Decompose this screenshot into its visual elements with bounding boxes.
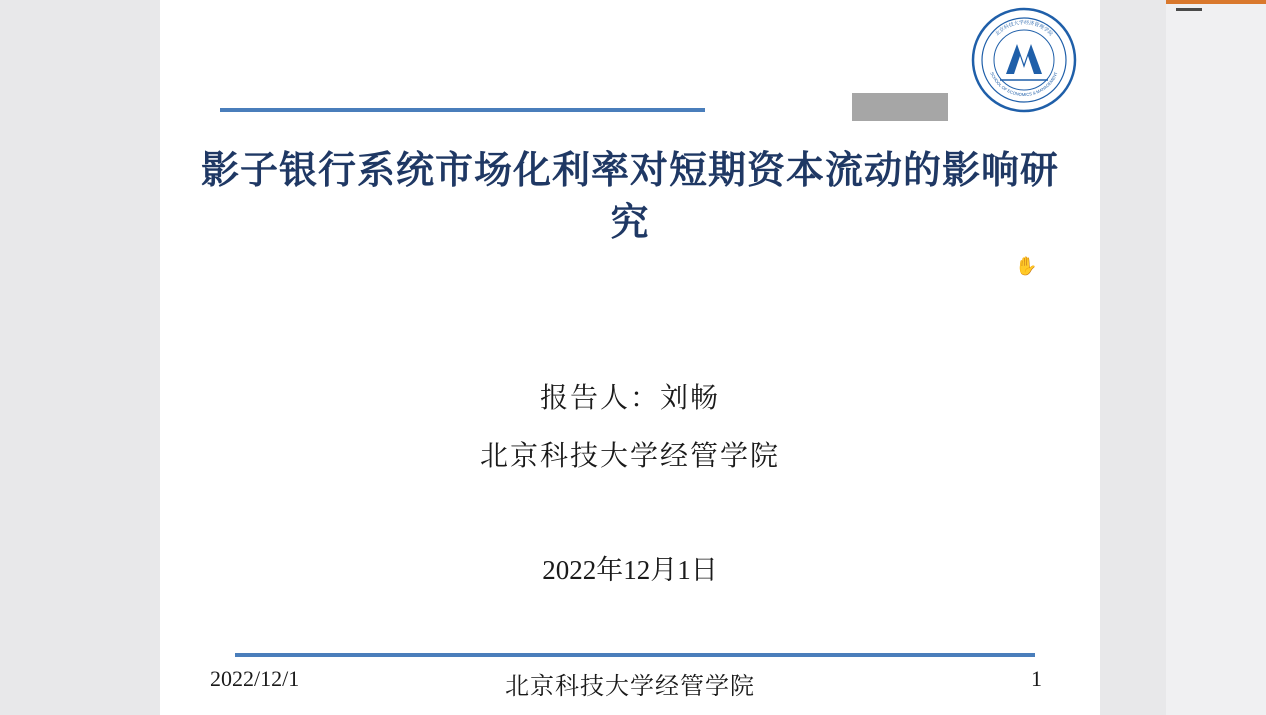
slide-canvas[interactable]	[160, 0, 1100, 715]
title-rule-top	[220, 108, 705, 112]
svg-text:北京科技大学经济管理学院: 北京科技大学经济管理学院	[994, 19, 1054, 38]
placeholder-box	[852, 93, 948, 121]
footer-rule	[235, 653, 1035, 657]
university-emblem-icon	[970, 6, 1078, 114]
slide-footer	[160, 666, 1100, 706]
desktop-left-band	[0, 0, 160, 715]
presenter-line: 报告人：刘畅	[539, 383, 720, 414]
window-side-panel	[1166, 0, 1266, 715]
minimize-button[interactable]	[1176, 8, 1202, 11]
footer-date: 2022/12/1	[210, 666, 300, 691]
footer-center-text: 北京科技大学经管学院	[505, 674, 755, 700]
window-accent-bar	[1166, 0, 1266, 4]
svg-text:SCHOOL OF ECONOMICS & MANAGEME: SCHOOL OF ECONOMICS & MANAGEMENT	[989, 71, 1059, 98]
desktop-right-band	[1100, 0, 1166, 715]
slide-title: 影子银行系统市场化利率对短期资本流动的影响研究	[200, 150, 1059, 244]
footer-page-number: 1	[1031, 666, 1042, 691]
slide-date: 2022年12月1日	[542, 555, 718, 585]
affiliation-line: 北京科技大学经管学院	[479, 441, 780, 472]
hand-cursor-icon: ✋	[1015, 256, 1038, 276]
